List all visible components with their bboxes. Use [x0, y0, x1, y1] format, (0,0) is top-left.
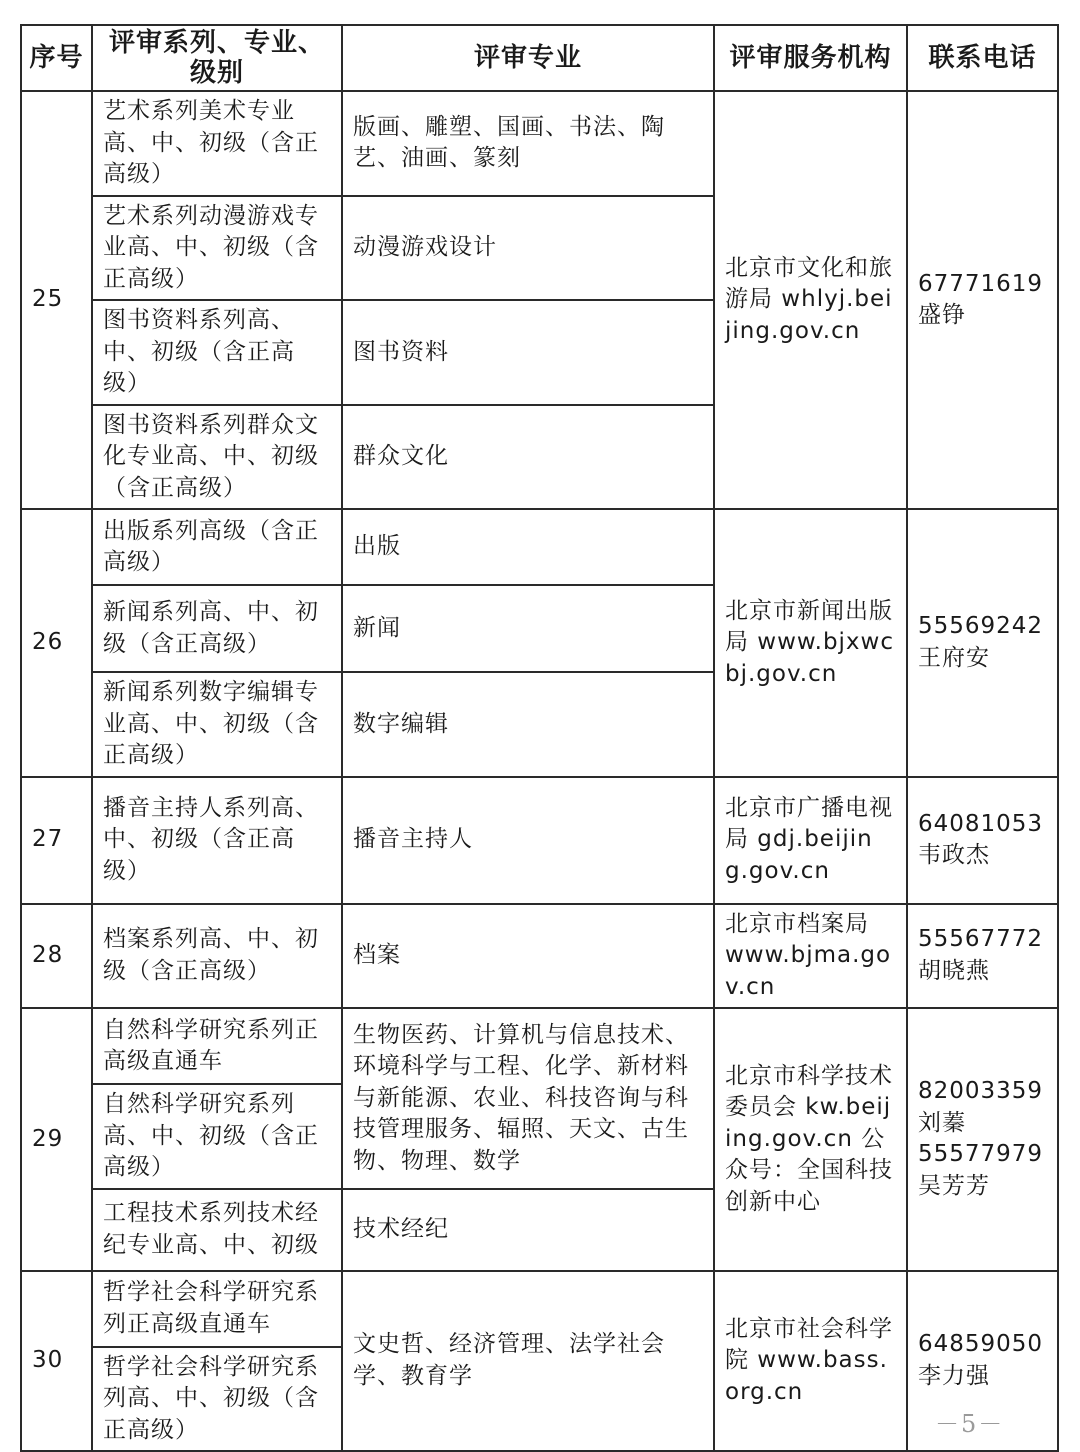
series-cell: 图书资料系列高、中、初级（含正高级）	[92, 300, 342, 405]
major-cell: 版画、雕塑、国画、书法、陶艺、油画、篆刻	[342, 91, 714, 196]
contact-name: 刘蓁	[918, 1109, 966, 1136]
series-cell: 哲学社会科学研究系列正高级直通车	[92, 1271, 342, 1347]
phone-number-2: 55577979	[918, 1141, 1044, 1168]
major-cell: 档案	[342, 904, 714, 1009]
series-cell: 艺术系列动漫游戏专业高、中、初级（含正高级）	[92, 196, 342, 301]
header-major: 评审专业	[342, 25, 714, 91]
phone-cell	[907, 509, 1058, 777]
series-cell: 自然科学研究系列高、中、初级（含正高级）	[92, 1084, 342, 1189]
series-cell: 播音主持人系列高、中、初级（含正高级）	[92, 777, 342, 904]
org-cell: 北京市新闻出版局 www.bjxwcbj.gov.cn	[714, 509, 907, 777]
phone-number: 67771619	[918, 270, 1044, 297]
phone-cell	[907, 904, 1058, 1009]
major-cell: 播音主持人	[342, 777, 714, 904]
org-cell: 北京市社会科学院 www.bass.org.cn	[714, 1271, 907, 1452]
phone-number: 82003359	[918, 1078, 1044, 1105]
major-cell: 图书资料	[342, 300, 714, 405]
contact-name: 胡晓燕	[918, 957, 990, 984]
org-cell: 北京市广播电视局 gdj.beijing.gov.cn	[714, 777, 907, 904]
phone-cell	[907, 1008, 1058, 1271]
contact-name: 李力强	[918, 1362, 990, 1389]
phone-cell	[907, 91, 1058, 509]
header-row	[21, 25, 1058, 91]
contact-name: 盛铮	[918, 302, 966, 328]
series-cell: 图书资料系列群众文化专业高、中、初级（含正高级）	[92, 405, 342, 510]
major-cell: 出版	[342, 509, 714, 585]
table-row	[21, 1008, 1058, 1084]
table-row	[21, 91, 1058, 196]
evaluation-table	[20, 24, 1059, 1452]
phone-cell	[907, 777, 1058, 904]
row-number: 27	[21, 777, 92, 904]
phone-number: 55567772	[918, 926, 1044, 953]
row-number: 29	[21, 1008, 92, 1271]
header-no: 序号	[21, 25, 92, 91]
row-number: 25	[21, 91, 92, 509]
series-cell: 哲学社会科学研究系列高、中、初级（含正高级）	[92, 1347, 342, 1452]
contact-name: 王府安	[918, 644, 990, 671]
header-phone: 联系电话	[907, 25, 1058, 91]
major-cell: 新闻	[342, 585, 714, 672]
row-number: 28	[21, 904, 92, 1009]
major-cell: 技术经纪	[342, 1189, 714, 1271]
table-row	[21, 509, 1058, 585]
page-number: －5－	[935, 1410, 1005, 1438]
major-cell: 数字编辑	[342, 672, 714, 777]
org-cell: 北京市文化和旅游局 whlyj.beijing.gov.cn	[714, 91, 907, 509]
series-cell: 艺术系列美术专业高、中、初级（含正高级）	[92, 91, 342, 196]
series-cell: 新闻系列数字编辑专业高、中、初级（含正高级）	[92, 672, 342, 777]
series-cell: 新闻系列高、中、初级（含正高级）	[92, 585, 342, 672]
header-series: 评审系列、专业、级别	[92, 25, 342, 91]
series-cell: 自然科学研究系列正高级直通车	[92, 1008, 342, 1084]
row-number: 26	[21, 509, 92, 777]
phone-number: 64859050	[918, 1331, 1044, 1358]
major-cell: 生物医药、计算机与信息技术、环境科学与工程、化学、新材料与新能源、农业、科技咨询与科技管理服务、辐照、天文、古生物、物理、数学	[342, 1008, 714, 1189]
table-row	[21, 777, 1058, 904]
major-cell: 群众文化	[342, 405, 714, 510]
major-cell: 动漫游戏设计	[342, 196, 714, 301]
series-cell: 工程技术系列技术经纪专业高、中、初级	[92, 1189, 342, 1271]
row-number: 30	[21, 1271, 92, 1452]
contact-name-2: 吴芳芳	[918, 1172, 990, 1199]
table-row	[21, 1271, 1058, 1347]
major-cell: 文史哲、经济管理、法学社会学、教育学	[342, 1271, 714, 1452]
phone-number: 55569242	[918, 613, 1044, 640]
org-cell: 北京市档案局 www.bjma.gov.cn	[714, 904, 907, 1009]
org-cell: 北京市科学技术委员会 kw.beijing.gov.cn 公众号：全国科技创新中心	[714, 1008, 907, 1271]
phone-number: 64081053	[918, 810, 1044, 837]
series-cell: 出版系列高级（含正高级）	[92, 509, 342, 585]
table-row	[21, 904, 1058, 1009]
series-cell: 档案系列高、中、初级（含正高级）	[92, 904, 342, 1009]
contact-name: 韦政杰	[918, 842, 990, 868]
header-org: 评审服务机构	[714, 25, 907, 91]
